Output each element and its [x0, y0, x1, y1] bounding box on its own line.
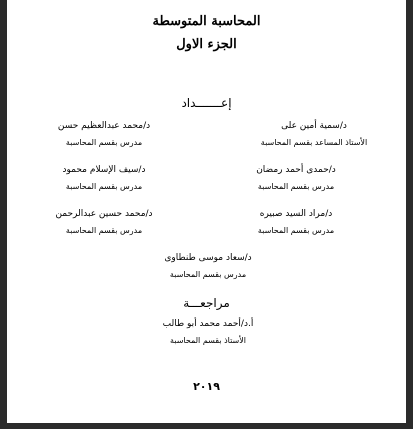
- author-role: مدرس بقسم المحاسبة: [257, 226, 335, 235]
- publication-year: ٢٠١٩: [193, 380, 220, 393]
- author-role: مدرس بقسم المحاسبة: [257, 182, 335, 191]
- author-block: [34, 120, 174, 149]
- author-block: [138, 252, 278, 281]
- author-name: د/حمدى أحمد رمضان: [256, 165, 336, 175]
- author-block: [226, 164, 366, 193]
- author-name: د/سعاد موسى طنطاوى: [164, 253, 252, 263]
- author-role: مدرس بقسم المحاسبة: [65, 138, 143, 147]
- authors-heading: إعـــــــداد: [181, 96, 232, 110]
- author-role: مدرس بقسم المحاسبة: [169, 270, 247, 279]
- author-block: [34, 164, 174, 193]
- author-role: مدرس بقسم المحاسبة: [65, 182, 143, 191]
- author-name: د/سمية أمين على: [281, 121, 347, 131]
- author-name: د/محمد عبدالعظيم حسن: [57, 121, 151, 131]
- author-name: د/مراد السيد صبيره: [259, 209, 333, 219]
- author-block: [226, 208, 366, 237]
- author-role: الأستاذ المساعد بقسم المحاسبة: [260, 138, 368, 147]
- author-role: مدرس بقسم المحاسبة: [65, 226, 143, 235]
- author-name: د/سيف الإسلام محمود: [62, 165, 146, 175]
- author-block: [34, 208, 174, 237]
- reviewer-block: [138, 318, 278, 347]
- document-subtitle: الجزء الاول: [176, 37, 237, 52]
- document-page: [7, 0, 406, 423]
- reviewer-name: أ.د/أحمد محمد أبو طالب: [162, 319, 254, 329]
- reviewer-role: الأستاذ بقسم المحاسبة: [169, 336, 246, 345]
- review-heading: مراجعـــة: [183, 296, 230, 310]
- document-title: المحاسبة المتوسطة: [152, 14, 261, 29]
- author-block: [244, 120, 384, 149]
- author-name: د/محمد حسين عبدالرحمن: [55, 209, 153, 219]
